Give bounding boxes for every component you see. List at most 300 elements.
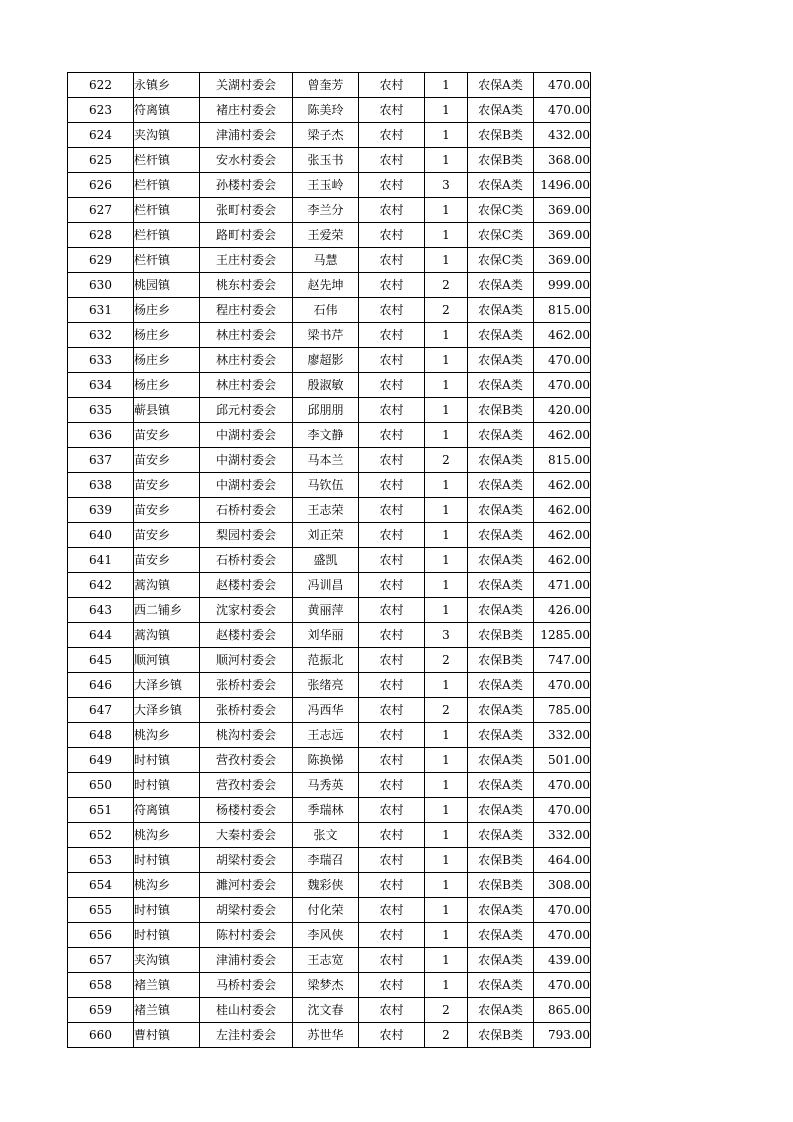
table-row xyxy=(68,823,591,848)
amount-cell: 470.00 xyxy=(534,773,591,798)
record-number-cell: 658 xyxy=(68,973,134,998)
table-row xyxy=(68,598,591,623)
table-row xyxy=(68,423,591,448)
village-committee-cell: 桂山村委会 xyxy=(200,998,293,1023)
table-row xyxy=(68,573,591,598)
record-number-cell: 633 xyxy=(68,348,134,373)
person-name-cell: 王志荣 xyxy=(293,498,359,523)
member-count-cell: 1 xyxy=(425,973,468,998)
amount-cell: 470.00 xyxy=(534,898,591,923)
village-committee-cell: 陈村村委会 xyxy=(200,923,293,948)
township-cell: 桃沟乡 xyxy=(134,823,200,848)
table-row xyxy=(68,148,591,173)
table-row xyxy=(68,623,591,648)
member-count-cell: 1 xyxy=(425,123,468,148)
table-row xyxy=(68,548,591,573)
amount-cell: 470.00 xyxy=(534,973,591,998)
amount-cell: 470.00 xyxy=(534,673,591,698)
insurance-category-cell: 农保A类 xyxy=(468,98,534,123)
insurance-category-cell: 农保A类 xyxy=(468,273,534,298)
household-type-cell: 农村 xyxy=(359,173,425,198)
table-row xyxy=(68,773,591,798)
insurance-category-cell: 农保A类 xyxy=(468,348,534,373)
village-committee-cell: 石桥村委会 xyxy=(200,498,293,523)
record-number-cell: 654 xyxy=(68,873,134,898)
township-cell: 大泽乡镇 xyxy=(134,698,200,723)
member-count-cell: 1 xyxy=(425,598,468,623)
household-type-cell: 农村 xyxy=(359,298,425,323)
village-committee-cell: 沈家村委会 xyxy=(200,598,293,623)
person-name-cell: 梁书芹 xyxy=(293,323,359,348)
household-type-cell: 农村 xyxy=(359,148,425,173)
village-committee-cell: 林庄村委会 xyxy=(200,348,293,373)
household-type-cell: 农村 xyxy=(359,973,425,998)
amount-cell: 470.00 xyxy=(534,348,591,373)
township-cell: 夹沟镇 xyxy=(134,948,200,973)
township-cell: 苗安乡 xyxy=(134,548,200,573)
household-type-cell: 农村 xyxy=(359,423,425,448)
member-count-cell: 1 xyxy=(425,398,468,423)
village-committee-cell: 津浦村委会 xyxy=(200,123,293,148)
table-row xyxy=(68,848,591,873)
record-number-cell: 647 xyxy=(68,698,134,723)
table-row xyxy=(68,273,591,298)
member-count-cell: 1 xyxy=(425,723,468,748)
person-name-cell: 赵先坤 xyxy=(293,273,359,298)
household-type-cell: 农村 xyxy=(359,548,425,573)
amount-cell: 470.00 xyxy=(534,923,591,948)
record-number-cell: 638 xyxy=(68,473,134,498)
township-cell: 符离镇 xyxy=(134,98,200,123)
household-type-cell: 农村 xyxy=(359,573,425,598)
village-committee-cell: 孙楼村委会 xyxy=(200,173,293,198)
township-cell: 苗安乡 xyxy=(134,423,200,448)
township-cell: 栏杆镇 xyxy=(134,173,200,198)
household-type-cell: 农村 xyxy=(359,323,425,348)
insurance-category-cell: 农保A类 xyxy=(468,823,534,848)
person-name-cell: 王志远 xyxy=(293,723,359,748)
record-number-cell: 645 xyxy=(68,648,134,673)
township-cell: 时村镇 xyxy=(134,848,200,873)
member-count-cell: 2 xyxy=(425,273,468,298)
record-number-cell: 625 xyxy=(68,148,134,173)
person-name-cell: 李文静 xyxy=(293,423,359,448)
amount-cell: 369.00 xyxy=(534,223,591,248)
record-number-cell: 632 xyxy=(68,323,134,348)
household-type-cell: 农村 xyxy=(359,348,425,373)
household-type-cell: 农村 xyxy=(359,673,425,698)
township-cell: 褚兰镇 xyxy=(134,998,200,1023)
person-name-cell: 梁梦杰 xyxy=(293,973,359,998)
township-cell: 栏杆镇 xyxy=(134,248,200,273)
member-count-cell: 2 xyxy=(425,298,468,323)
township-cell: 栏杆镇 xyxy=(134,198,200,223)
household-type-cell: 农村 xyxy=(359,998,425,1023)
insurance-category-cell: 农保B类 xyxy=(468,123,534,148)
household-type-cell: 农村 xyxy=(359,698,425,723)
household-type-cell: 农村 xyxy=(359,473,425,498)
village-committee-cell: 顺河村委会 xyxy=(200,648,293,673)
insurance-category-cell: 农保C类 xyxy=(468,198,534,223)
insurance-category-cell: 农保B类 xyxy=(468,148,534,173)
record-number-cell: 624 xyxy=(68,123,134,148)
amount-cell: 439.00 xyxy=(534,948,591,973)
township-cell: 桃园镇 xyxy=(134,273,200,298)
insurance-category-cell: 农保A类 xyxy=(468,798,534,823)
member-count-cell: 1 xyxy=(425,823,468,848)
table-row xyxy=(68,748,591,773)
record-number-cell: 634 xyxy=(68,373,134,398)
insurance-category-cell: 农保A类 xyxy=(468,73,534,98)
member-count-cell: 1 xyxy=(425,798,468,823)
record-number-cell: 646 xyxy=(68,673,134,698)
table-row xyxy=(68,73,591,98)
household-type-cell: 农村 xyxy=(359,898,425,923)
household-type-cell: 农村 xyxy=(359,398,425,423)
record-number-cell: 644 xyxy=(68,623,134,648)
village-committee-cell: 张町村委会 xyxy=(200,198,293,223)
person-name-cell: 沈文春 xyxy=(293,998,359,1023)
village-committee-cell: 杨楼村委会 xyxy=(200,798,293,823)
person-name-cell: 付化荣 xyxy=(293,898,359,923)
household-type-cell: 农村 xyxy=(359,248,425,273)
amount-cell: 815.00 xyxy=(534,298,591,323)
insurance-category-cell: 农保A类 xyxy=(468,698,534,723)
table-row xyxy=(68,1023,591,1048)
table-row xyxy=(68,198,591,223)
amount-cell: 368.00 xyxy=(534,148,591,173)
insurance-category-cell: 农保A类 xyxy=(468,523,534,548)
member-count-cell: 1 xyxy=(425,773,468,798)
household-type-cell: 农村 xyxy=(359,623,425,648)
person-name-cell: 刘正荣 xyxy=(293,523,359,548)
insurance-category-cell: 农保A类 xyxy=(468,773,534,798)
member-count-cell: 2 xyxy=(425,698,468,723)
village-committee-cell: 营孜村委会 xyxy=(200,773,293,798)
household-type-cell: 农村 xyxy=(359,798,425,823)
village-committee-cell: 王庄村委会 xyxy=(200,248,293,273)
township-cell: 桃沟乡 xyxy=(134,873,200,898)
member-count-cell: 1 xyxy=(425,98,468,123)
amount-cell: 462.00 xyxy=(534,548,591,573)
amount-cell: 369.00 xyxy=(534,198,591,223)
table-row xyxy=(68,523,591,548)
township-cell: 桃沟乡 xyxy=(134,723,200,748)
record-number-cell: 640 xyxy=(68,523,134,548)
person-name-cell: 李瑞召 xyxy=(293,848,359,873)
person-name-cell: 王玉岭 xyxy=(293,173,359,198)
amount-cell: 308.00 xyxy=(534,873,591,898)
record-number-cell: 623 xyxy=(68,98,134,123)
household-type-cell: 农村 xyxy=(359,948,425,973)
table-row xyxy=(68,973,591,998)
village-committee-cell: 程庄村委会 xyxy=(200,298,293,323)
village-committee-cell: 张桥村委会 xyxy=(200,673,293,698)
member-count-cell: 1 xyxy=(425,498,468,523)
member-count-cell: 1 xyxy=(425,573,468,598)
record-number-cell: 660 xyxy=(68,1023,134,1048)
township-cell: 时村镇 xyxy=(134,773,200,798)
member-count-cell: 1 xyxy=(425,248,468,273)
member-count-cell: 2 xyxy=(425,1023,468,1048)
township-cell: 蕲县镇 xyxy=(134,398,200,423)
table-row xyxy=(68,948,591,973)
household-type-cell: 农村 xyxy=(359,648,425,673)
township-cell: 永镇乡 xyxy=(134,73,200,98)
township-cell: 杨庄乡 xyxy=(134,298,200,323)
member-count-cell: 1 xyxy=(425,523,468,548)
person-name-cell: 刘华丽 xyxy=(293,623,359,648)
person-name-cell: 马钦伍 xyxy=(293,473,359,498)
record-number-cell: 627 xyxy=(68,198,134,223)
table-row xyxy=(68,248,591,273)
member-count-cell: 1 xyxy=(425,923,468,948)
household-type-cell: 农村 xyxy=(359,873,425,898)
household-type-cell: 农村 xyxy=(359,598,425,623)
village-committee-cell: 赵楼村委会 xyxy=(200,573,293,598)
household-type-cell: 农村 xyxy=(359,198,425,223)
village-committee-cell: 营孜村委会 xyxy=(200,748,293,773)
township-cell: 曹村镇 xyxy=(134,1023,200,1048)
person-name-cell: 李兰分 xyxy=(293,198,359,223)
insurance-category-cell: 农保A类 xyxy=(468,898,534,923)
member-count-cell: 1 xyxy=(425,148,468,173)
amount-cell: 369.00 xyxy=(534,248,591,273)
insurance-category-cell: 农保A类 xyxy=(468,748,534,773)
township-cell: 顺河镇 xyxy=(134,648,200,673)
person-name-cell: 季瑞林 xyxy=(293,798,359,823)
village-committee-cell: 左洼村委会 xyxy=(200,1023,293,1048)
household-type-cell: 农村 xyxy=(359,848,425,873)
village-committee-cell: 褚庄村委会 xyxy=(200,98,293,123)
member-count-cell: 1 xyxy=(425,948,468,973)
village-committee-cell: 大秦村委会 xyxy=(200,823,293,848)
village-committee-cell: 关湖村委会 xyxy=(200,73,293,98)
person-name-cell: 苏世华 xyxy=(293,1023,359,1048)
household-type-cell: 农村 xyxy=(359,523,425,548)
record-number-cell: 626 xyxy=(68,173,134,198)
village-committee-cell: 中湖村委会 xyxy=(200,423,293,448)
village-committee-cell: 桃沟村委会 xyxy=(200,723,293,748)
person-name-cell: 陈换悌 xyxy=(293,748,359,773)
township-cell: 时村镇 xyxy=(134,898,200,923)
insurance-category-cell: 农保A类 xyxy=(468,673,534,698)
person-name-cell: 张文 xyxy=(293,823,359,848)
record-number-cell: 656 xyxy=(68,923,134,948)
household-type-cell: 农村 xyxy=(359,448,425,473)
insurance-category-cell: 农保A类 xyxy=(468,423,534,448)
person-name-cell: 冯西华 xyxy=(293,698,359,723)
village-committee-cell: 马桥村委会 xyxy=(200,973,293,998)
insurance-category-cell: 农保A类 xyxy=(468,573,534,598)
household-type-cell: 农村 xyxy=(359,923,425,948)
township-cell: 西二铺乡 xyxy=(134,598,200,623)
amount-cell: 420.00 xyxy=(534,398,591,423)
village-committee-cell: 中湖村委会 xyxy=(200,448,293,473)
record-number-cell: 648 xyxy=(68,723,134,748)
township-cell: 杨庄乡 xyxy=(134,348,200,373)
table-row xyxy=(68,398,591,423)
record-number-cell: 635 xyxy=(68,398,134,423)
amount-cell: 426.00 xyxy=(534,598,591,623)
insurance-category-cell: 农保A类 xyxy=(468,473,534,498)
insurance-category-cell: 农保C类 xyxy=(468,248,534,273)
person-name-cell: 廖超影 xyxy=(293,348,359,373)
record-number-cell: 639 xyxy=(68,498,134,523)
person-name-cell: 张玉书 xyxy=(293,148,359,173)
member-count-cell: 1 xyxy=(425,423,468,448)
household-type-cell: 农村 xyxy=(359,1023,425,1048)
household-type-cell: 农村 xyxy=(359,98,425,123)
township-cell: 栏杆镇 xyxy=(134,148,200,173)
person-name-cell: 石伟 xyxy=(293,298,359,323)
record-number-cell: 628 xyxy=(68,223,134,248)
insurance-category-cell: 农保A类 xyxy=(468,598,534,623)
household-type-cell: 农村 xyxy=(359,773,425,798)
table-row xyxy=(68,298,591,323)
amount-cell: 462.00 xyxy=(534,498,591,523)
insurance-category-cell: 农保B类 xyxy=(468,873,534,898)
table-row xyxy=(68,723,591,748)
person-name-cell: 王志宽 xyxy=(293,948,359,973)
table-row xyxy=(68,448,591,473)
member-count-cell: 1 xyxy=(425,673,468,698)
amount-cell: 332.00 xyxy=(534,723,591,748)
insurance-category-cell: 农保A类 xyxy=(468,723,534,748)
member-count-cell: 2 xyxy=(425,998,468,1023)
record-number-cell: 622 xyxy=(68,73,134,98)
person-name-cell: 李风侠 xyxy=(293,923,359,948)
table-row xyxy=(68,798,591,823)
member-count-cell: 1 xyxy=(425,548,468,573)
record-number-cell: 650 xyxy=(68,773,134,798)
insurance-category-cell: 农保A类 xyxy=(468,373,534,398)
records-table-body xyxy=(68,73,591,1048)
household-type-cell: 农村 xyxy=(359,748,425,773)
household-type-cell: 农村 xyxy=(359,273,425,298)
amount-cell: 462.00 xyxy=(534,523,591,548)
amount-cell: 462.00 xyxy=(534,423,591,448)
insurance-category-cell: 农保A类 xyxy=(468,923,534,948)
records-table xyxy=(67,72,591,1048)
record-number-cell: 630 xyxy=(68,273,134,298)
insurance-category-cell: 农保A类 xyxy=(468,498,534,523)
person-name-cell: 范振北 xyxy=(293,648,359,673)
amount-cell: 462.00 xyxy=(534,473,591,498)
household-type-cell: 农村 xyxy=(359,223,425,248)
record-number-cell: 643 xyxy=(68,598,134,623)
record-number-cell: 651 xyxy=(68,798,134,823)
record-number-cell: 637 xyxy=(68,448,134,473)
person-name-cell: 邱朋朋 xyxy=(293,398,359,423)
member-count-cell: 1 xyxy=(425,473,468,498)
member-count-cell: 1 xyxy=(425,348,468,373)
amount-cell: 501.00 xyxy=(534,748,591,773)
record-number-cell: 657 xyxy=(68,948,134,973)
table-row xyxy=(68,998,591,1023)
village-committee-cell: 林庄村委会 xyxy=(200,323,293,348)
record-number-cell: 636 xyxy=(68,423,134,448)
insurance-category-cell: 农保B类 xyxy=(468,848,534,873)
household-type-cell: 农村 xyxy=(359,373,425,398)
record-number-cell: 631 xyxy=(68,298,134,323)
person-name-cell: 盛凯 xyxy=(293,548,359,573)
table-row xyxy=(68,348,591,373)
person-name-cell: 王爱荣 xyxy=(293,223,359,248)
insurance-category-cell: 农保B类 xyxy=(468,398,534,423)
village-committee-cell: 濉河村委会 xyxy=(200,873,293,898)
insurance-category-cell: 农保A类 xyxy=(468,548,534,573)
amount-cell: 747.00 xyxy=(534,648,591,673)
amount-cell: 999.00 xyxy=(534,273,591,298)
table-row xyxy=(68,673,591,698)
member-count-cell: 2 xyxy=(425,448,468,473)
person-name-cell: 黄丽萍 xyxy=(293,598,359,623)
township-cell: 蒿沟镇 xyxy=(134,623,200,648)
amount-cell: 470.00 xyxy=(534,98,591,123)
insurance-category-cell: 农保C类 xyxy=(468,223,534,248)
township-cell: 栏杆镇 xyxy=(134,223,200,248)
person-name-cell: 魏彩侠 xyxy=(293,873,359,898)
township-cell: 符离镇 xyxy=(134,798,200,823)
village-committee-cell: 中湖村委会 xyxy=(200,473,293,498)
township-cell: 时村镇 xyxy=(134,923,200,948)
amount-cell: 1285.00 xyxy=(534,623,591,648)
member-count-cell: 1 xyxy=(425,198,468,223)
amount-cell: 793.00 xyxy=(534,1023,591,1048)
table-row xyxy=(68,373,591,398)
village-committee-cell: 胡梁村委会 xyxy=(200,898,293,923)
insurance-category-cell: 农保A类 xyxy=(468,448,534,473)
record-number-cell: 629 xyxy=(68,248,134,273)
township-cell: 蒿沟镇 xyxy=(134,573,200,598)
table-row xyxy=(68,323,591,348)
person-name-cell: 殷淑敏 xyxy=(293,373,359,398)
member-count-cell: 1 xyxy=(425,898,468,923)
person-name-cell: 梁子杰 xyxy=(293,123,359,148)
record-number-cell: 652 xyxy=(68,823,134,848)
member-count-cell: 1 xyxy=(425,873,468,898)
table-row xyxy=(68,473,591,498)
table-row xyxy=(68,923,591,948)
person-name-cell: 马慧 xyxy=(293,248,359,273)
insurance-category-cell: 农保A类 xyxy=(468,323,534,348)
household-type-cell: 农村 xyxy=(359,73,425,98)
amount-cell: 865.00 xyxy=(534,998,591,1023)
record-number-cell: 642 xyxy=(68,573,134,598)
member-count-cell: 2 xyxy=(425,648,468,673)
person-name-cell: 马本兰 xyxy=(293,448,359,473)
household-type-cell: 农村 xyxy=(359,823,425,848)
amount-cell: 471.00 xyxy=(534,573,591,598)
village-committee-cell: 张桥村委会 xyxy=(200,698,293,723)
township-cell: 杨庄乡 xyxy=(134,323,200,348)
insurance-category-cell: 农保B类 xyxy=(468,623,534,648)
insurance-category-cell: 农保A类 xyxy=(468,948,534,973)
table-row xyxy=(68,123,591,148)
insurance-category-cell: 农保B类 xyxy=(468,1023,534,1048)
amount-cell: 785.00 xyxy=(534,698,591,723)
insurance-category-cell: 农保A类 xyxy=(468,998,534,1023)
township-cell: 褚兰镇 xyxy=(134,973,200,998)
person-name-cell: 马秀英 xyxy=(293,773,359,798)
amount-cell: 815.00 xyxy=(534,448,591,473)
insurance-category-cell: 农保B类 xyxy=(468,648,534,673)
amount-cell: 332.00 xyxy=(534,823,591,848)
township-cell: 苗安乡 xyxy=(134,523,200,548)
member-count-cell: 1 xyxy=(425,73,468,98)
table-row xyxy=(68,648,591,673)
